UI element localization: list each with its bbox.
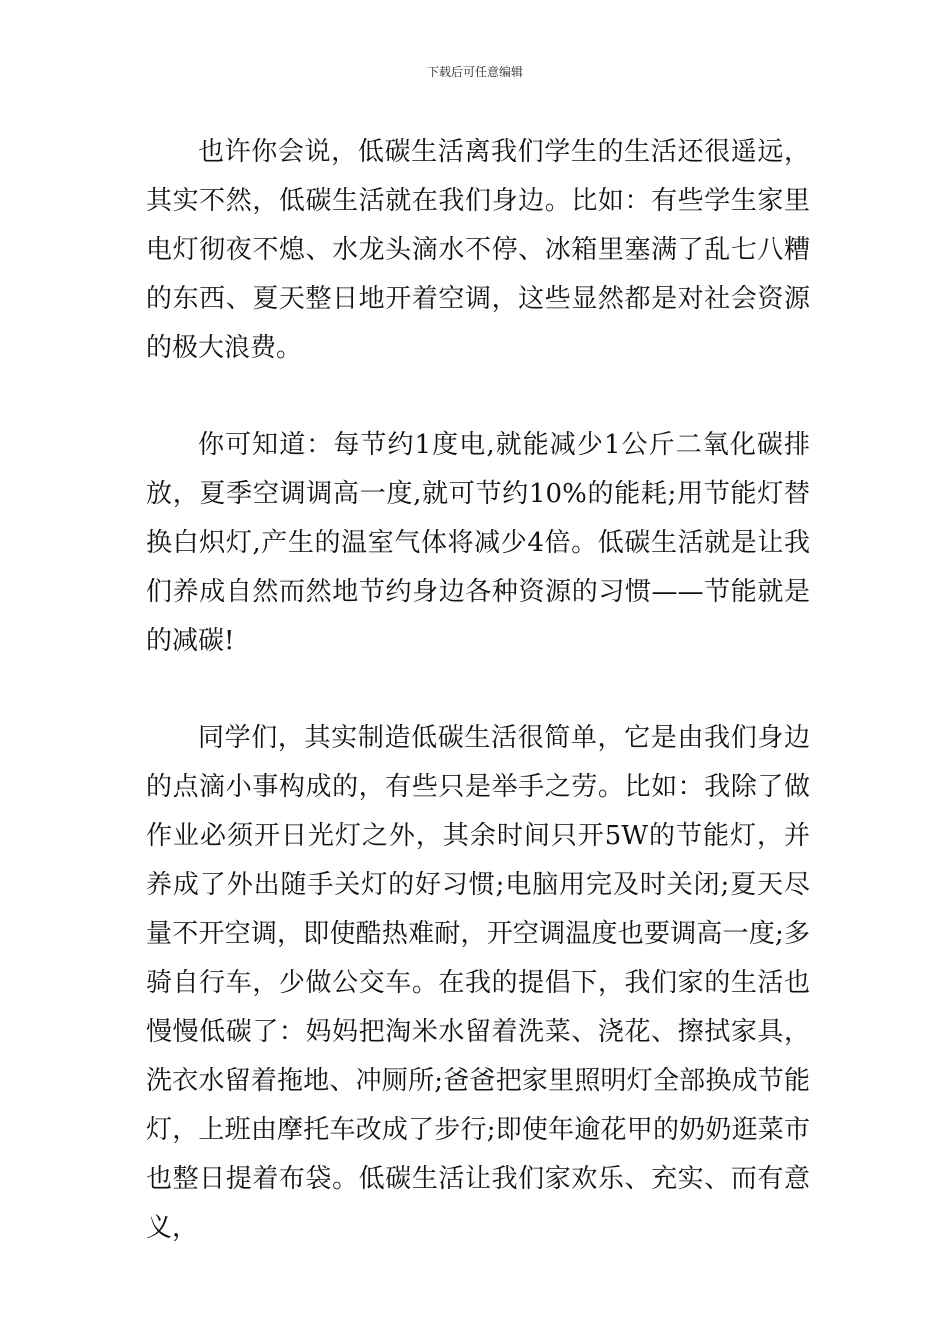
- paragraph-spacer: [146, 373, 810, 421]
- document-body: [146, 128, 810, 1253]
- paragraph-3: 同学们，其实制造低碳生活很简单，它是由我们身边的点滴小事构成的，有些只是举手之劳。比如：我除了做作业必须开日光灯之外，其余时间只开5W的节能灯，并养成了外出随手关灯的好习惯;电脑用完及时关闭;夏天尽量不开空调，即使酷热难耐，开空调温度也要调高一度;多骑自行车，少做公交车。在我的提倡下，我们家的生活也慢慢低碳了：妈妈把淘米水留着洗菜、浇花、擦拭家具，洗衣水留着拖地、冲厕所;爸爸把家里照明灯全部换成节能灯，上班由摩托车改成了步行;即使年逾花甲的奶奶逛菜市也整日提着布袋。低碳生活让我们家欢乐、充实、而有意义，: [146, 723, 810, 1243]
- page-header-note: 下载后可任意编辑: [426, 65, 523, 79]
- paragraph-1: 也许你会说，低碳生活离我们学生的生活还很遥远，其实不然，低碳生活就在我们身边。比如：有些学生家里电灯彻夜不熄、水龙头滴水不停、冰箱里塞满了乱七八糟的东西、夏天整日地开着空调，这些显然都是对社会资源的极大浪费。: [146, 137, 810, 363]
- paragraph-spacer: [146, 666, 810, 714]
- paragraph-2: 你可知道：每节约1度电,就能减少1公斤二氧化碳排放，夏季空调调高一度,就可节约10%的能耗;用节能灯替换白炽灯,产生的温室气体将减少4倍。低碳生活就是让我们养成自然而然地节约身边各种资源的习惯——节能就是的减碳!: [146, 430, 810, 656]
